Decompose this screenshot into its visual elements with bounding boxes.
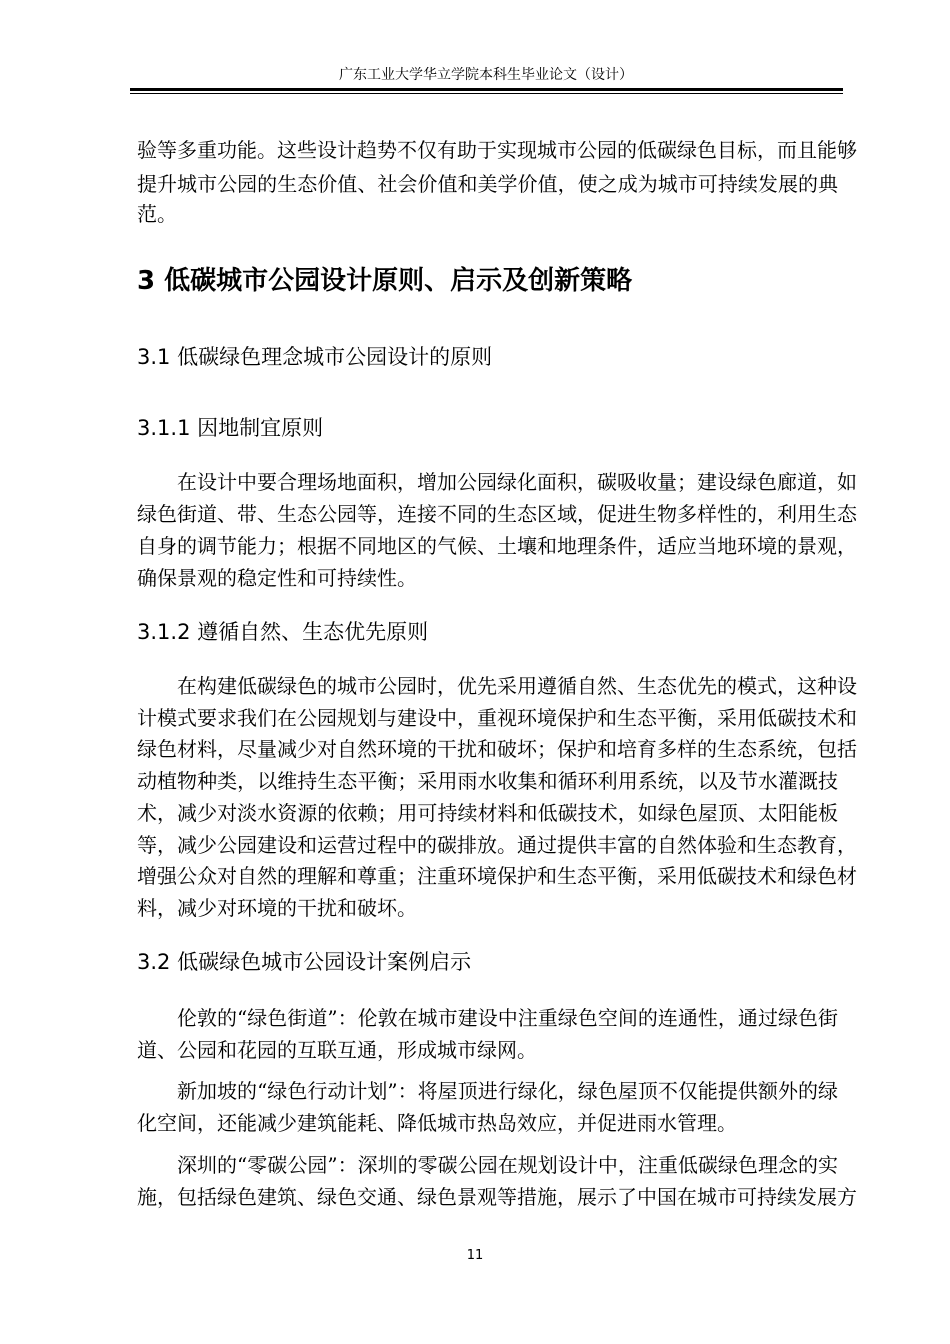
running-header: 广东工业大学华立学院本科生毕业论文（设计）	[339, 67, 633, 83]
paragraph-line: 增强公众对自然的理解和尊重；注重环境保护和生态平衡，采用低碳技术和绿色材	[137, 864, 857, 888]
page-number: 11	[466, 1248, 484, 1263]
paragraph-line: 绿色材料，尽量减少对自然环境的干扰和破坏；保护和培育多样的生态系统，包括	[137, 737, 857, 761]
intro-line: 验等多重功能。这些设计趋势不仅有助于实现城市公园的低碳绿色目标，而且能够	[137, 138, 857, 162]
paragraph-line: 在设计中要合理场地面积，增加公园绿化面积，碳吸收量；建设绿色廊道，如	[177, 470, 857, 494]
case-london-line: 伦敦的“绿色街道”：伦敦在城市建设中注重绿色空间的连通性，通过绿色街	[177, 1006, 838, 1030]
paragraph-line: 计模式要求我们在公园规划与建设中，重视环境保护和生态平衡，采用低碳技术和	[137, 706, 857, 730]
header-rule-thick	[130, 88, 843, 91]
paragraph-line: 料，减少对环境的干扰和破坏。	[137, 896, 417, 920]
case-london-line: 道、公园和花园的互联互通，形成城市绿网。	[137, 1038, 537, 1062]
paragraph-line: 动植物种类，以维持生态平衡；采用雨水收集和循环利用系统，以及节水灌溉技	[137, 769, 838, 793]
paragraph-line: 确保景观的稳定性和可持续性。	[137, 566, 417, 590]
paragraph-line: 等，减少公园建设和运营过程中的碳排放。通过提供丰富的自然体验和生态教育，	[137, 833, 857, 857]
section-heading-3-1: 3.1 低碳绿色理念城市公园设计的原则	[137, 345, 493, 369]
case-shenzhen-line: 深圳的“零碳公园”：深圳的零碳公园在规划设计中，注重低碳绿色理念的实	[177, 1153, 838, 1177]
intro-line: 提升城市公园的生态价值、社会价值和美学价值，使之成为城市可持续发展的典	[137, 172, 838, 196]
chapter-heading: 3 低碳城市公园设计原则、启示及创新策略	[137, 266, 633, 296]
paragraph-line: 自身的调节能力；根据不同地区的气候、土壤和地理条件，适应当地环境的景观，	[137, 534, 857, 558]
subsection-heading-3-1-2: 3.1.2 遵循自然、生态优先原则	[137, 620, 429, 644]
subsection-heading-3-1-1: 3.1.1 因地制宜原则	[137, 416, 324, 440]
header-rule-thin	[130, 93, 843, 94]
paragraph-line: 绿色街道、带、生态公园等，连接不同的生态区域，促进生物多样性的，利用生态	[137, 502, 857, 526]
intro-line: 范。	[137, 202, 177, 226]
section-heading-3-2: 3.2 低碳绿色城市公园设计案例启示	[137, 950, 472, 974]
case-singapore-line: 化空间，还能减少建筑能耗、降低城市热岛效应，并促进雨水管理。	[137, 1111, 737, 1135]
case-shenzhen-line: 施，包括绿色建筑、绿色交通、绿色景观等措施，展示了中国在城市可持续发展方	[137, 1185, 857, 1209]
paragraph-line: 在构建低碳绿色的城市公园时，优先采用遵循自然、生态优先的模式，这种设	[177, 674, 857, 698]
case-singapore-line: 新加坡的“绿色行动计划”：将屋顶进行绿化，绿色屋顶不仅能提供额外的绿	[177, 1079, 838, 1103]
paragraph-line: 术，减少对淡水资源的依赖；用可持续材料和低碳技术，如绿色屋顶、太阳能板	[137, 801, 838, 825]
